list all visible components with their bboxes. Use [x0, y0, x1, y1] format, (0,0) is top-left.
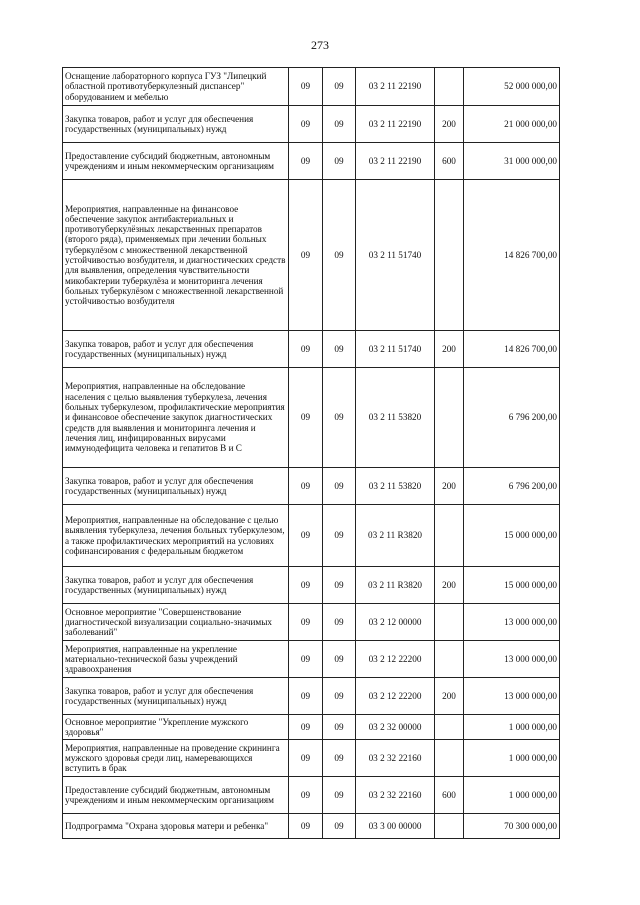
row-target-article: 03 2 32 22160 [356, 740, 435, 777]
row-name: Мероприятия, направленные на финансовое обеспечение закупок антибактериальных и противотуберкулёзных лекарственных препаратов (второго ряда), применяемых при лечении больных туберкулёзом с множественной лекарственной устойчивостью возбудителя, и диагностических средств для выявления, определения чувствительности микобактерии туберкулёза и мониторинга лечения больных туберкулёзом с множественной лекарственной устойчивостью возбудителя [63, 180, 289, 331]
row-amount: 6 796 200,00 [464, 468, 560, 505]
row-amount: 15 000 000,00 [464, 567, 560, 604]
row-target-article: 03 2 11 22190 [356, 68, 435, 106]
row-name: Закупка товаров, работ и услуг для обеспечения государственных (муниципальных) нужд [63, 678, 289, 715]
row-name: Закупка товаров, работ и услуг для обеспечения государственных (муниципальных) нужд [63, 106, 289, 143]
row-expense-type [435, 505, 464, 567]
table-row [63, 505, 560, 567]
row-name: Предоставление субсидий бюджетным, автономным учреждениям и иным некоммерческим организациям [63, 143, 289, 180]
row-section: 09 [289, 368, 323, 468]
row-section: 09 [289, 678, 323, 715]
table-row [63, 678, 560, 715]
row-amount: 1 000 000,00 [464, 777, 560, 814]
budget-table-body [63, 68, 560, 839]
table-row [63, 814, 560, 839]
row-expense-type [435, 68, 464, 106]
table-row [63, 368, 560, 468]
row-section: 09 [289, 68, 323, 106]
row-expense-type: 200 [435, 678, 464, 715]
row-target-article: 03 2 11 53820 [356, 368, 435, 468]
row-target-article: 03 2 12 22200 [356, 641, 435, 678]
row-target-article: 03 2 11 51740 [356, 331, 435, 368]
row-subsection: 09 [323, 814, 356, 839]
row-section: 09 [289, 505, 323, 567]
row-expense-type [435, 641, 464, 678]
row-name: Основное мероприятие "Совершенствование диагностической визуализации социально-значимых заболеваний" [63, 604, 289, 641]
row-target-article: 03 2 32 00000 [356, 715, 435, 740]
row-subsection: 09 [323, 678, 356, 715]
table-row [63, 106, 560, 143]
row-subsection: 09 [323, 604, 356, 641]
row-subsection: 09 [323, 567, 356, 604]
row-section: 09 [289, 715, 323, 740]
row-subsection: 09 [323, 106, 356, 143]
row-amount: 1 000 000,00 [464, 740, 560, 777]
row-section: 09 [289, 777, 323, 814]
row-amount: 70 300 000,00 [464, 814, 560, 839]
row-subsection: 09 [323, 641, 356, 678]
table-row [63, 777, 560, 814]
row-subsection: 09 [323, 715, 356, 740]
row-section: 09 [289, 814, 323, 839]
row-name: Закупка товаров, работ и услуг для обеспечения государственных (муниципальных) нужд [63, 331, 289, 368]
row-target-article: 03 2 11 22190 [356, 106, 435, 143]
row-section: 09 [289, 180, 323, 331]
row-name: Закупка товаров, работ и услуг для обеспечения государственных (муниципальных) нужд [63, 468, 289, 505]
row-name: Закупка товаров, работ и услуг для обеспечения государственных (муниципальных) нужд [63, 567, 289, 604]
row-target-article: 03 2 12 22200 [356, 678, 435, 715]
row-target-article: 03 2 32 22160 [356, 777, 435, 814]
row-name: Основное мероприятие "Укрепление мужского здоровья" [63, 715, 289, 740]
row-name: Мероприятия, направленные на обследование с целью выявления туберкулеза, лечения больных туберкулезом, а также профилактических мероприятий на условиях софинансирования с федеральным бюджетом [63, 505, 289, 567]
row-section: 09 [289, 468, 323, 505]
row-amount: 14 826 700,00 [464, 180, 560, 331]
row-expense-type: 600 [435, 143, 464, 180]
row-amount: 13 000 000,00 [464, 641, 560, 678]
row-target-article: 03 3 00 00000 [356, 814, 435, 839]
row-subsection: 09 [323, 180, 356, 331]
table-row [63, 331, 560, 368]
table-row [63, 468, 560, 505]
row-target-article: 03 2 11 R3820 [356, 567, 435, 604]
row-expense-type: 200 [435, 106, 464, 143]
table-row [63, 180, 560, 331]
row-section: 09 [289, 106, 323, 143]
row-subsection: 09 [323, 468, 356, 505]
row-section: 09 [289, 740, 323, 777]
row-amount: 21 000 000,00 [464, 106, 560, 143]
row-subsection: 09 [323, 740, 356, 777]
row-subsection: 09 [323, 68, 356, 106]
row-expense-type [435, 180, 464, 331]
table-row [63, 567, 560, 604]
row-name: Мероприятия, направленные на обследование населения с целью выявления туберкулеза, лечения больных туберкулезом, профилактические мероприятия и финансовое обеспечение закупок диагностических средств для выявления и мониторинга лечения и лечения лиц, инфицированных вирусами иммунодефицита человека и гепатитов B и C [63, 368, 289, 468]
row-amount: 52 000 000,00 [464, 68, 560, 106]
row-amount: 6 796 200,00 [464, 368, 560, 468]
row-name: Мероприятия, направленные на укрепление материально-технической базы учреждений здравоохранения [63, 641, 289, 678]
row-amount: 1 000 000,00 [464, 715, 560, 740]
table-row [63, 143, 560, 180]
row-name: Оснащение лабораторного корпуса ГУЗ "Липецкий областной противотуберкулезный диспансер" оборудованием и мебелью [63, 68, 289, 106]
budget-table [62, 67, 560, 839]
row-subsection: 09 [323, 143, 356, 180]
row-amount: 14 826 700,00 [464, 331, 560, 368]
row-target-article: 03 2 11 53820 [356, 468, 435, 505]
row-amount: 13 000 000,00 [464, 678, 560, 715]
row-target-article: 03 2 12 00000 [356, 604, 435, 641]
row-target-article: 03 2 11 22190 [356, 143, 435, 180]
row-name: Подпрограмма "Охрана здоровья матери и ребенка" [63, 814, 289, 839]
row-expense-type: 200 [435, 331, 464, 368]
row-target-article: 03 2 11 R3820 [356, 505, 435, 567]
row-expense-type: 200 [435, 567, 464, 604]
row-expense-type [435, 814, 464, 839]
row-expense-type [435, 604, 464, 641]
row-expense-type [435, 740, 464, 777]
row-amount: 31 000 000,00 [464, 143, 560, 180]
row-expense-type [435, 715, 464, 740]
row-name: Предоставление субсидий бюджетным, автономным учреждениям и иным некоммерческим организациям [63, 777, 289, 814]
row-subsection: 09 [323, 777, 356, 814]
table-row [63, 604, 560, 641]
row-expense-type: 600 [435, 777, 464, 814]
row-amount: 13 000 000,00 [464, 604, 560, 641]
row-name: Мероприятия, направленные на проведение скрининга мужского здоровья среди лиц, намеревающихся вступить в брак [63, 740, 289, 777]
page-number: 273 [311, 38, 329, 52]
row-subsection: 09 [323, 331, 356, 368]
row-expense-type [435, 368, 464, 468]
row-expense-type: 200 [435, 468, 464, 505]
row-section: 09 [289, 641, 323, 678]
row-amount: 15 000 000,00 [464, 505, 560, 567]
row-subsection: 09 [323, 368, 356, 468]
row-subsection: 09 [323, 505, 356, 567]
table-row [63, 715, 560, 740]
row-target-article: 03 2 11 51740 [356, 180, 435, 331]
row-section: 09 [289, 143, 323, 180]
table-row [63, 68, 560, 106]
row-section: 09 [289, 331, 323, 368]
row-section: 09 [289, 604, 323, 641]
row-section: 09 [289, 567, 323, 604]
table-row [63, 641, 560, 678]
table-row [63, 740, 560, 777]
